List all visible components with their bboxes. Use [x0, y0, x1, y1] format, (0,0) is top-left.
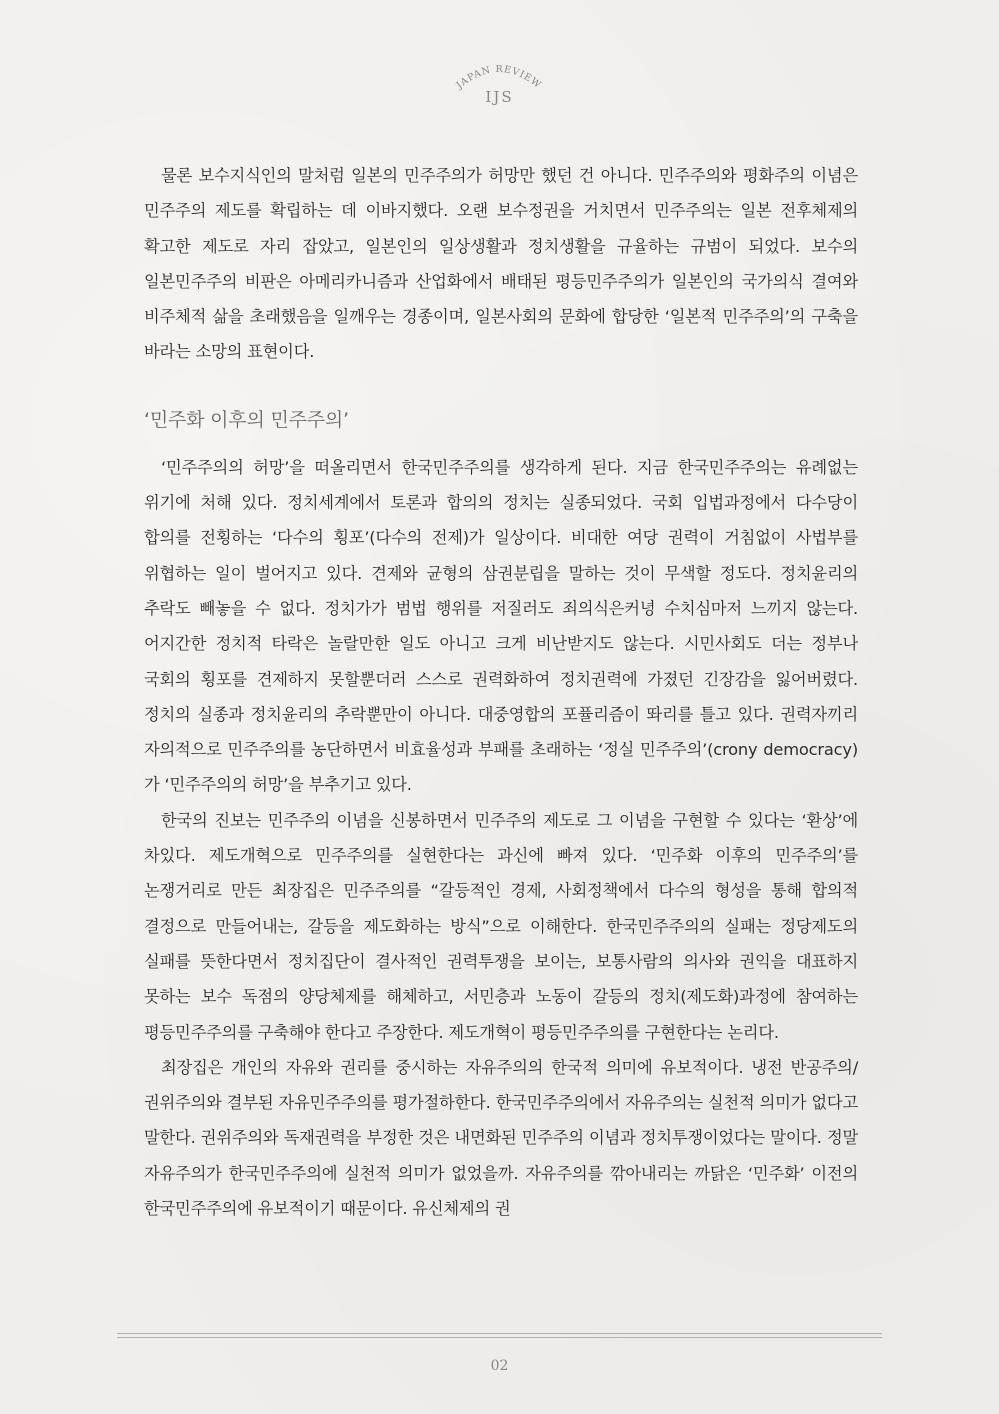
- article-body: [144, 158, 858, 1226]
- journal-mark: IJS: [485, 88, 514, 106]
- svg-text:JAPAN REVIEW: JAPAN REVIEW: [454, 63, 544, 92]
- paragraph: 한국의 진보는 민주주의 이념을 신봉하면서 민주주의 제도로 그 이념을 구현할 수 있다는 ‘환상’에 차있다. 제도개혁으로 민주주의를 실현한다는 과신에 빠져 있다. ‘민주화 이후의 민주주의’를 논쟁거리로 만든 최장집은 민주주의를 “갈등적인 경제, 사회정책에서 다수의 형성을 통해 합의적 결정으로 만들어내는, 갈등을 제도화하는 방식”으로 이해한다. 한국민주주의의 실패는 정당제도의 실패를 뜻한다면서 정치집단이 결사적인 권력투쟁을 보이는, 보통사람의 의사와 권익을 대표하지 못하는 보수 독점의 양당체제를 해체하고, 서민층과 노동이 갈등의 정치(제도화)과정에 참여하는 평등민주주의를 구축해야 한다고 주장한다. 제도개혁이 평등민주주의를 구현한다는 논리다.: [144, 810, 858, 1042]
- page-number: 02: [490, 1358, 509, 1374]
- journal-logo: [0, 55, 999, 115]
- section-heading: ‘민주화 이후의 민주주의’: [144, 408, 349, 431]
- paragraph: 물론 보수지식인의 말처럼 일본의 민주주의가 허망만 했던 건 아니다. 민주주의와 평화주의 이념은 민주주의 제도를 확립하는 데 이바지했다. 오랜 보수정권을 거치면서 민주주의는 일본 전후체제의 확고한 제도로 자리 잡았고, 일본인의 일상생활과 정치생활을 규율하는 규범이 되었다. 보수의 일본민주주의 비판은 아메리카니즘과 산업화에서 배태된 평등민주주의가 일본인의 국가의식 결여와 비주체적 삶을 초래했음을 일깨우는 경종이며, 일본사회의 문화에 합당한 ‘일본적 민주주의’의 구축을 바라는 소망의 표현이다.: [144, 166, 858, 362]
- paragraph: ‘민주주의의 허망’을 떠올리면서 한국민주주의를 생각하게 된다. 지금 한국민주주의는 유례없는 위기에 처해 있다. 정치세계에서 토론과 합의의 정치는 실종되었다. 국회 입법과정에서 다수당이 합의를 전횡하는 ‘다수의 횡포’(다수의 전제)가 일상이다. 비대한 여당 권력이 거침없이 사법부를 위협하는 일이 벌어지고 있다. 견제와 균형의 삼권분립을 말하는 것이 무색할 정도다. 정치윤리의 추락도 빼놓을 수 없다. 정치가가 범법 행위를 저질러도 죄의식은커녕 수치심마저 느끼지 않는다. 어지간한 정치적 타락은 놀랄만한 일도 아니고 크게 비난받지도 않는다. 시민사회도 더는 정부나 국회의 횡포를 견제하지 못할뿐더러 스스로 권력화하여 정치권력에 가졌던 긴장감을 잃어버렸다. 정치의 실종과 정치윤리의 추락뿐만이 아니다. 대중영합의 포퓰리즘이 똬리를 틀고 있다. 권력자끼리 자의적으로 민주주의를 농단하면서 비효율성과 부패를 초래하는 ‘정실 민주주의’(crony democracy)가 ‘민주주의의 허망’을 부추기고 있다.: [144, 457, 858, 795]
- footer-rule: [117, 1333, 882, 1334]
- footer-rule: [117, 1337, 882, 1338]
- paragraph: 최장집은 개인의 자유와 권리를 중시하는 자유주의의 한국적 의미에 유보적이다. 냉전 반공주의/권위주의와 결부된 자유민주주의를 평가절하한다. 한국민주주의에서 자유주의는 실천적 의미가 없다고 말한다. 권위주의와 독재권력을 부정한 것은 내면화된 민주주의 이념과 정치투쟁이었다는 말이다. 정말 자유주의가 한국민주주의에 실천적 의미가 없었을까. 자유주의를 깎아내리는 까닭은 ‘민주화’ 이전의 한국민주주의에 유보적이기 때문이다. 유신체제의 권: [144, 1057, 858, 1219]
